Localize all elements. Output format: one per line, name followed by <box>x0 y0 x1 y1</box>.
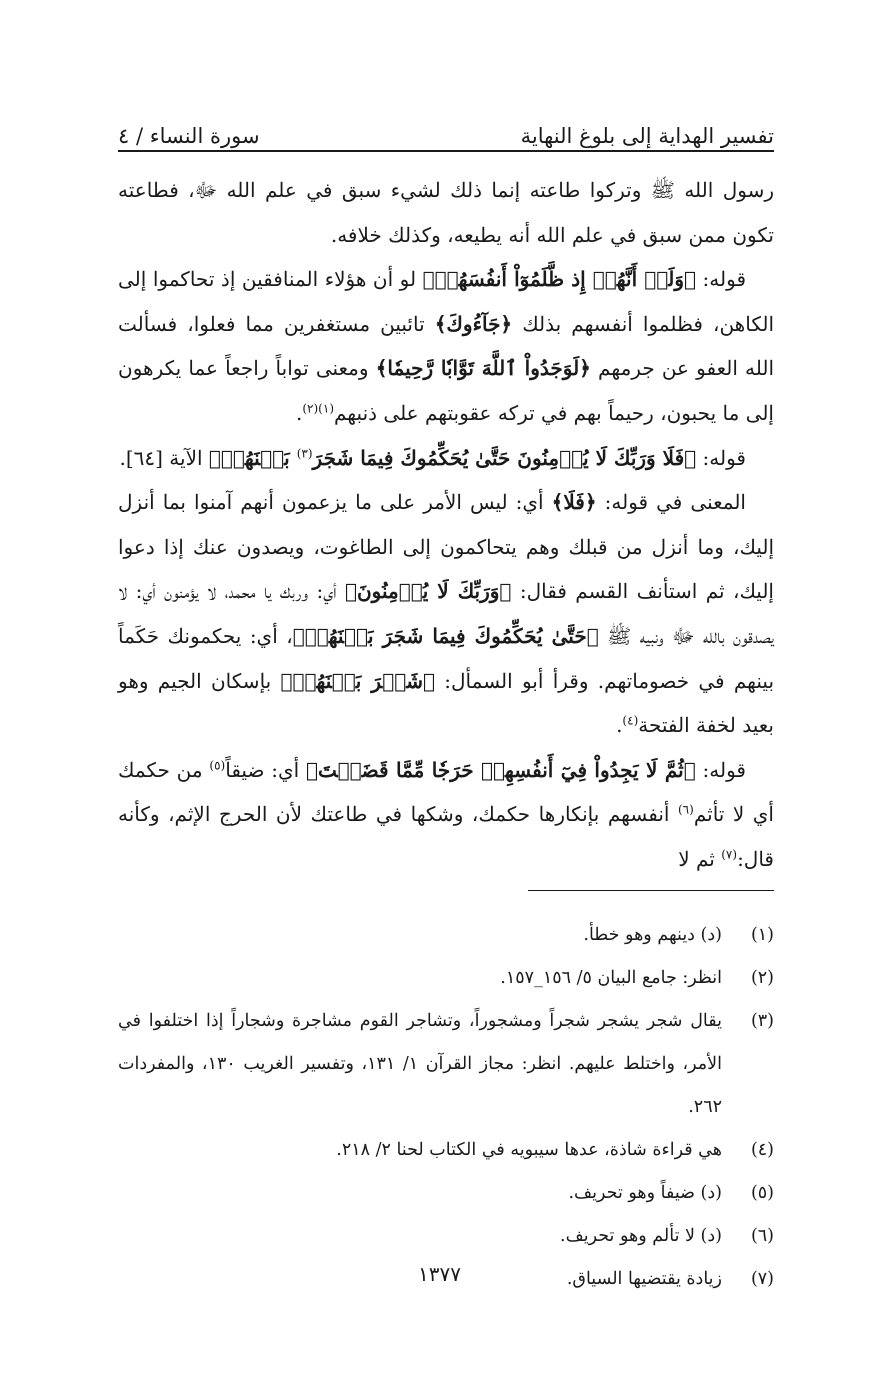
header-divider <box>118 150 774 152</box>
text-run: تائبين مستغفرين مما فعلوا، فسألت الله العفو عن جرمهم <box>118 311 775 381</box>
footnote-number: (٧) <box>750 1269 774 1289</box>
text-run: قوله: <box>696 267 747 292</box>
quran-verse: ﴿جَآءُوكَ﴾ <box>434 311 513 336</box>
paragraph-2 <box>118 257 774 435</box>
paragraph-1: رسول الله ﷺ وتركوا طاعته إنما ذلك لشيء سبق في علم الله ﷻ، فطاعته تكون ممن سبق في علم الله أنه يطيعه، وكذلك خلافه. <box>118 178 774 247</box>
quran-verse: ﴿فَلَا﴾ <box>551 490 597 515</box>
surah-label: سورة النساء / ٤ <box>118 124 260 148</box>
paragraph-4 <box>118 480 774 748</box>
footnote-text: زيادة يقتضيها السياق. <box>566 1269 722 1289</box>
footnote-ref: (٦) <box>677 802 694 817</box>
footnote-number: (١) <box>750 925 774 945</box>
footnote-item <box>118 1129 774 1172</box>
text-run: . <box>616 713 623 738</box>
text-run: ومعنى تواباً راجعاً عما يكرهون إلى ما يحبون، رحيماً بهم في تركه عقوبتهم على ذنبهم <box>118 356 774 425</box>
footnote-ref: (٥) <box>209 758 226 773</box>
footnote-number: (٥) <box>750 1183 774 1203</box>
footnote-item <box>118 914 774 957</box>
text-run: . <box>295 400 303 425</box>
text-run: ثم لا <box>678 846 722 871</box>
quran-verse: ﴿وَرَبِّكَ لَا يُؤۡمِنُونَ﴾ <box>344 579 512 604</box>
footnote-text: يقال شجر يشجر شجراً ومشجوراً، وتشاجر القوم مشاجرة وشجاراً إذا اختلفوا في الأمر، واختلط عليهم. انظر: مجاز القرآن ١/ ١٣١، وتفسير الغريب ١٣٠، والمفردات ٢٦٢. <box>118 1011 723 1117</box>
quran-verse: ﴿حَتَّىٰ يُحَكِّمُوكَ فِيمَا شَجَرَ بَيۡنَهُمۡ﴾ <box>292 623 599 648</box>
text-run: قوله: <box>695 757 746 782</box>
paragraph-5 <box>118 748 774 882</box>
quran-verse: بَيۡنَهُمۡ﴾ <box>208 445 297 470</box>
footnote-text: (د) دينهم وهو خطأ. <box>583 925 722 945</box>
footnote-item <box>118 1215 774 1258</box>
page-number: ١٣٧٧ <box>418 1262 461 1286</box>
quran-verse: ﴿لَوَجَدُواْ ٱللَّهَ تَوَّابٗا رَّحِيمٗا﴾ <box>375 356 591 381</box>
footnote-text: انظر: جامع البيان ٥/ ١٥٦_١٥٧. <box>500 968 722 988</box>
text-run: قوله: <box>696 445 746 470</box>
paragraph-3 <box>118 436 774 481</box>
footnotes <box>118 914 774 1301</box>
text-run: المعنى في قوله: <box>596 490 746 515</box>
footnote-text: هي قراءة شاذة، عدها سيبويه في الكتاب لحنا ٢/ ٢١٨. <box>336 1140 722 1160</box>
footnote-ref: (٣) <box>296 445 313 460</box>
footnote-text: (د) لا تألم وهو تحريف. <box>560 1226 722 1246</box>
quran-verse: ﴿شَجۡرَ بَيۡنَهُمۡ﴾ <box>280 668 436 693</box>
quran-verse: ﴿فَلَا وَرَبِّكَ لَا يُؤۡمِنُونَ حَتَّىٰ يُحَكِّمُوكَ فِيمَا شَجَرَ <box>312 445 697 470</box>
footnote-text: (د) ضيفاً وهو تحريف. <box>568 1183 722 1203</box>
text-run: من حكمك أي لا تأثم <box>118 757 774 827</box>
footnote-number: (٦) <box>750 1226 774 1246</box>
text-run: الآية [٦٤]. <box>119 445 209 470</box>
text-run: لو أن هؤلاء المنافقين إذ تحاكموا إلى الكاهن، فظلموا أنفسهم بذلك <box>118 267 775 336</box>
quran-verse: ﴿وَلَوۡ أَنَّهُمۡ إِذ ظَّلَمُوٓاْ أَنفُسَهُمۡ﴾ <box>422 267 697 292</box>
footnote-number: (٣) <box>750 1011 774 1031</box>
footnote-ref: (٧) <box>721 847 738 862</box>
text-run: بإسكان الجيم وهو بعيد لخفة الفتحة <box>118 668 774 738</box>
text-run: ، أي: يحكمونك حَكَماً بينهم في خصوماتهم. وقرأ أبو السمأل: <box>118 623 775 693</box>
book-title: تفسير الهداية إلى بلوغ النهاية <box>520 124 774 148</box>
footnote-ref: (١)(٢) <box>302 401 334 416</box>
footnote-divider <box>528 890 774 891</box>
quran-verse: ﴿ثُمَّ لَا يَجِدُواْ فِيٓ أَنفُسِهِمۡ حَرَجٗا مِّمَّا قَضَيۡتَ﴾ <box>306 757 696 782</box>
text-run: أي: ضيقاً <box>225 757 307 782</box>
main-text <box>118 168 774 882</box>
text-run: أي: ليس الأمر على ما يزعمون أنهم آمنوا بما أنزل إليك، وما أنزل من قبلك وهم يتحاكمون إلى الطاغوت، ويصدون عنك إذا دعوا إليك، ثم استأنف القسم فقال: <box>118 490 774 604</box>
footnote-item <box>118 957 774 1000</box>
footnote-item <box>118 1000 774 1129</box>
footnote-item <box>118 1172 774 1215</box>
footnote-ref: (٤) <box>622 713 639 728</box>
text-run: أنفسهم بإنكارها حكمك، وشكها في طاعتك لأن الحرج الإثم، وكأنه قال: <box>118 802 774 871</box>
running-header <box>118 108 774 148</box>
footnote-number: (٢) <box>750 968 774 988</box>
text-run: أي: وربك يا محمد، لا يؤمنون أي: لا يصدقون بالله ﷻ ونبيه ﷺ <box>118 579 774 648</box>
footnote-number: (٤) <box>750 1140 774 1160</box>
